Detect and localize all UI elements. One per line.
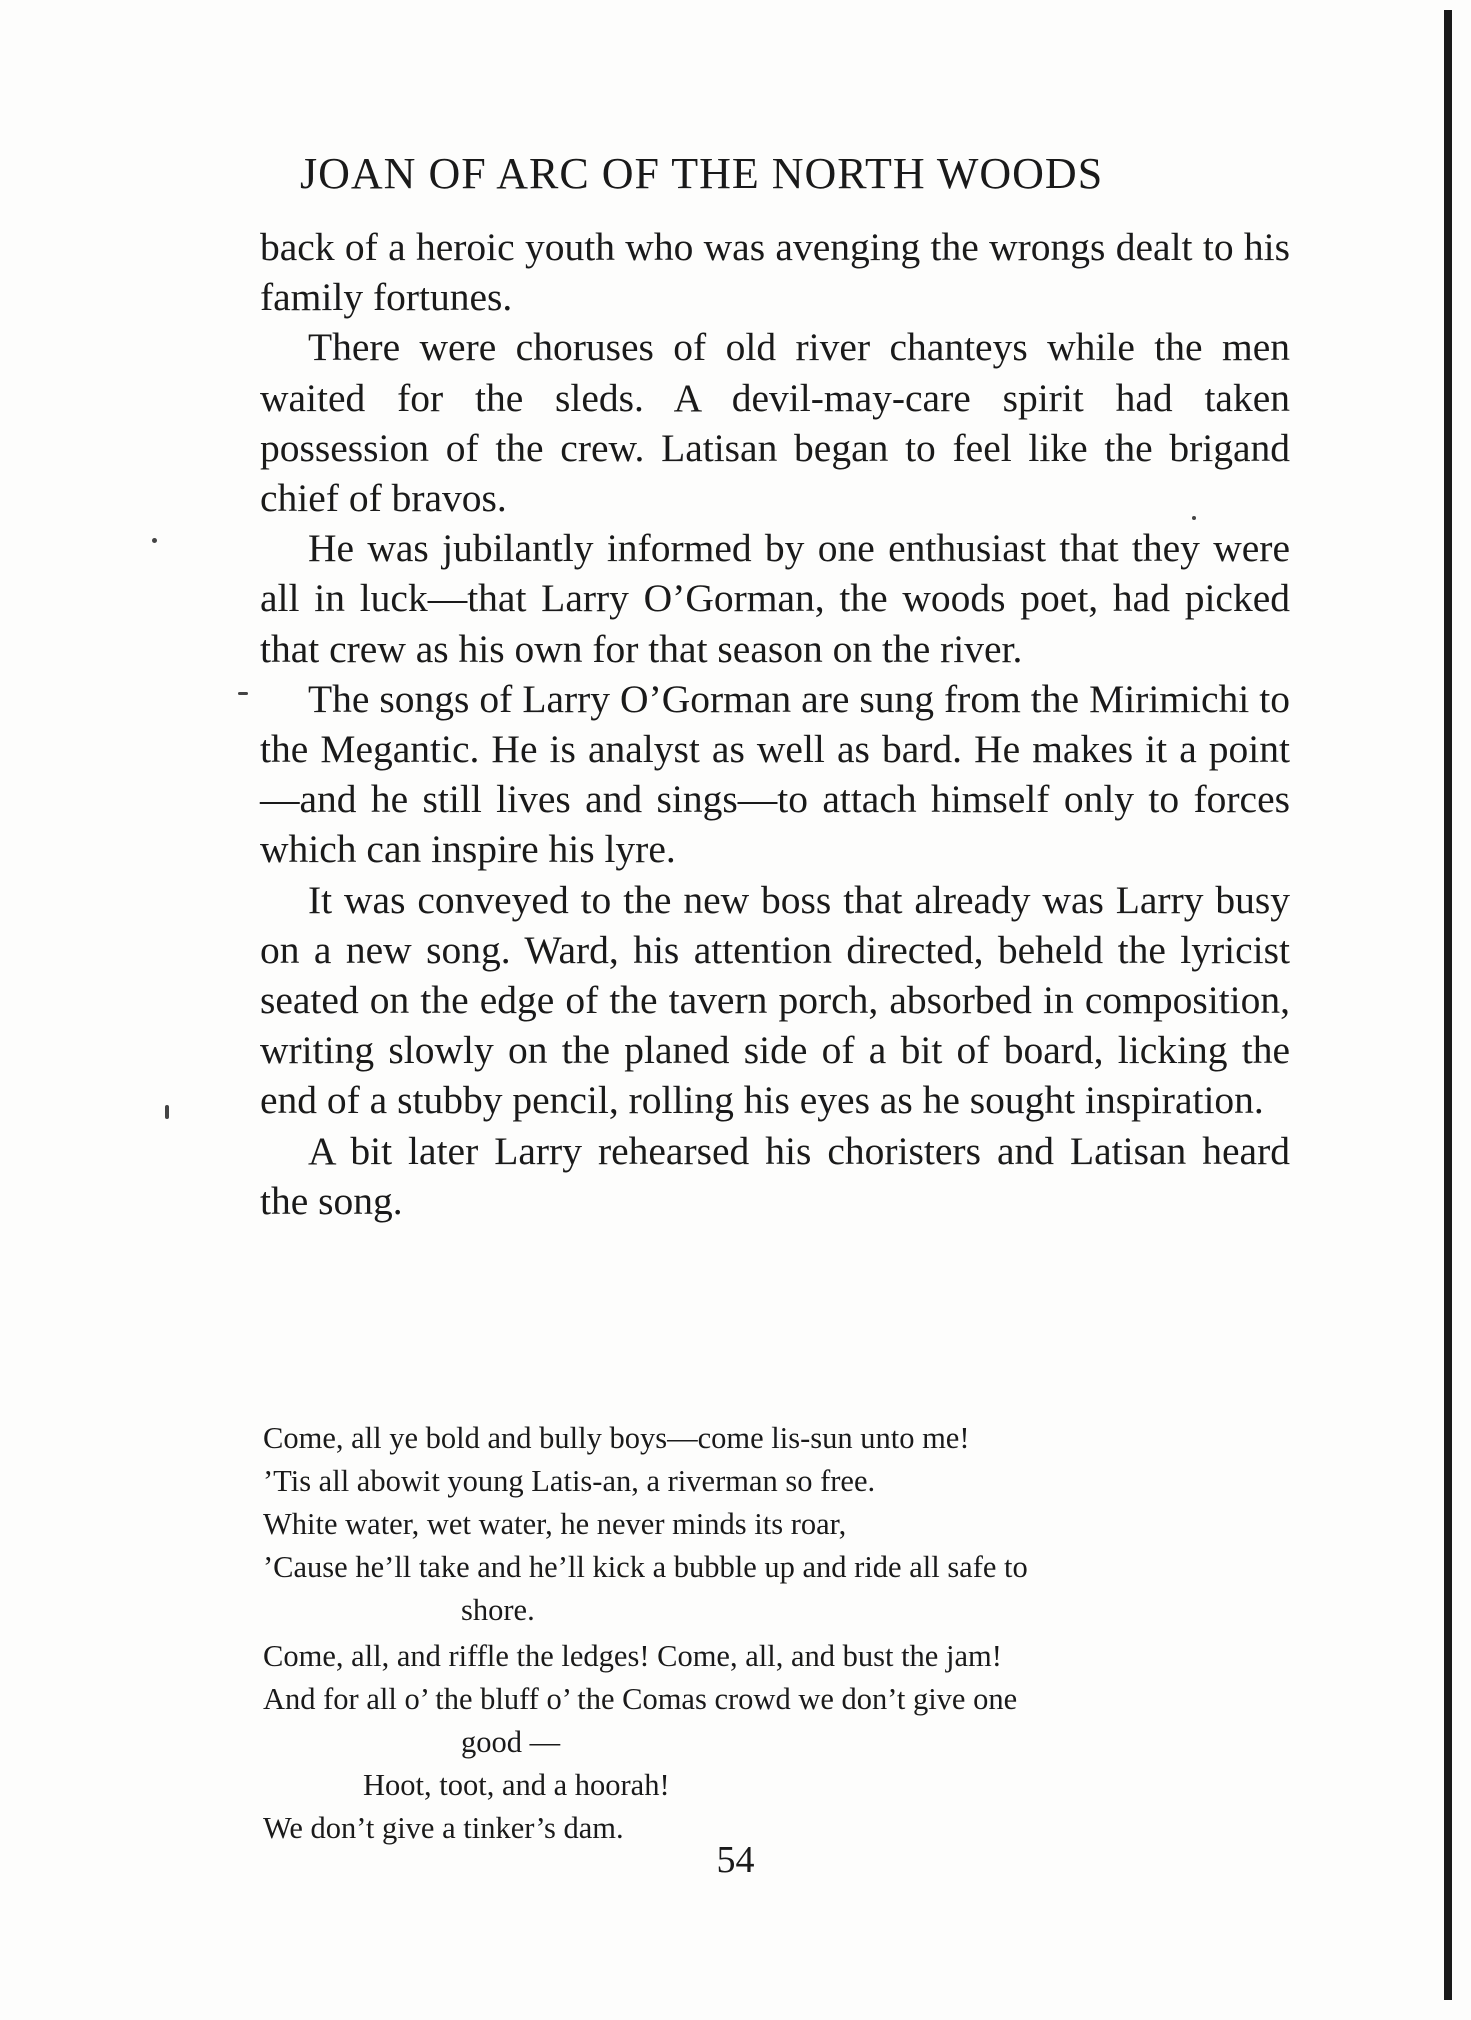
scan-speck bbox=[1192, 516, 1196, 520]
paragraph: It was conveyed to the new boss that already was Larry busy on a new song. Ward, his attention directed, beheld the lyricist seated on the edge of the tavern porch, absorbed in composition, writing slowly on the planed side of a bit of board, licking the end of a stubby pencil, rolling his eyes as he sought inspiration. bbox=[260, 877, 1290, 1123]
scan-speck bbox=[152, 538, 157, 543]
body-text bbox=[260, 222, 1290, 1226]
verse-refrain: Hoot, toot, and a hoorah! bbox=[363, 1768, 670, 1802]
verse-line: We don’t give a tinker’s dam. bbox=[263, 1811, 624, 1845]
verse-line: ’Tis all abowit young Latis-an, a riverman so free. bbox=[263, 1464, 876, 1498]
verse-line: And for all o’ the bluff o’ the Comas crowd we don’t give one bbox=[263, 1682, 1018, 1716]
verse-line-continuation: shore. bbox=[461, 1593, 535, 1627]
scan-speck bbox=[165, 1105, 169, 1119]
verse-line: White water, wet water, he never minds its roar, bbox=[263, 1507, 847, 1541]
verse-line-continuation: good — bbox=[461, 1725, 561, 1759]
verse-line: Come, all, and riffle the ledges! Come, all, and bust the jam! bbox=[263, 1639, 1002, 1673]
scan-speck bbox=[238, 692, 248, 695]
paragraph: The songs of Larry O’Gorman are sung from the Mirimichi to the Megantic. He is analyst as well as bard. He makes it a point—and he still lives and sings—to attach himself only to forces which can inspire his lyre. bbox=[260, 676, 1290, 872]
paragraph: He was jubilantly informed by one enthusiast that they were all in luck—that Larry O’Gorman, the woods poet, had picked that crew as his own for that season on the river. bbox=[260, 526, 1290, 671]
song-verse bbox=[263, 1417, 1293, 1850]
paragraph: A bit later Larry rehearsed his choristers and Latisan heard the song. bbox=[260, 1128, 1290, 1223]
paragraph: There were choruses of old river chanteys while the men waited for the sleds. A devil-may-care spirit had taken possession of the crew. Latisan began to feel like the brigand chief of bravos. bbox=[260, 325, 1290, 521]
page-number: 54 bbox=[716, 1839, 755, 1881]
running-head: JOAN OF ARC OF THE NORTH WOODS bbox=[300, 149, 1104, 198]
paragraph: back of a heroic youth who was avenging the wrongs dealt to his family fortunes. bbox=[260, 225, 1290, 320]
verse-line: ’Cause he’ll take and he’ll kick a bubble up and ride all safe to bbox=[263, 1550, 1028, 1584]
verse-line: Come, all ye bold and bully boys—come lis-sun unto me! bbox=[263, 1421, 970, 1455]
page-edge-shadow bbox=[1444, 10, 1452, 2000]
